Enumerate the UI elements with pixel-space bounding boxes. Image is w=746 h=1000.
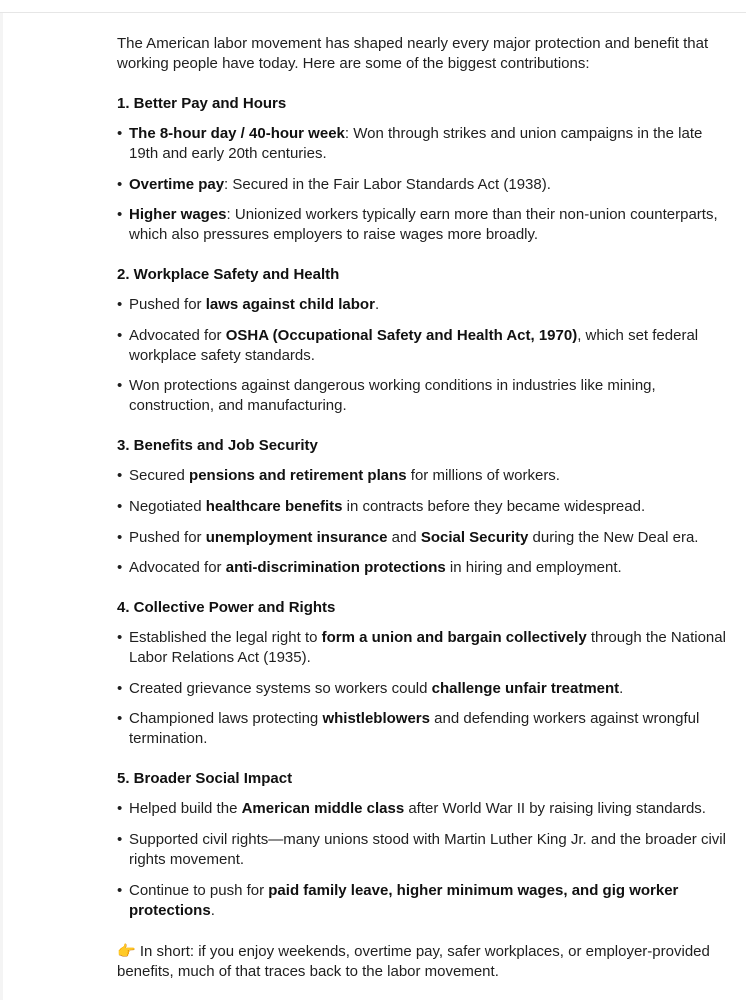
bold-text: The 8-hour day / 40-hour week <box>129 125 345 142</box>
item-text: and defending workers against wrongful termination. <box>129 710 700 748</box>
list-item <box>117 528 729 548</box>
item-text: : Unionized workers typically earn more than their non-union counterparts, which also pressures employers to raise wages more broadly. <box>129 206 718 244</box>
list-item <box>117 466 729 486</box>
item-text: Continue to push for <box>129 881 269 899</box>
item-text: Helped build the <box>129 800 242 818</box>
list-item <box>117 497 729 517</box>
section-heading: 1. Better Pay and Hours <box>117 95 287 112</box>
item-text: Supported civil rights—many unions stood with Martin Luther King Jr. and the broader civil rights movement. <box>129 830 726 868</box>
list-item <box>117 295 729 315</box>
item-text: Secured <box>129 467 190 485</box>
bold-text: anti-discrimination protections <box>225 559 446 577</box>
bold-text: unemployment insurance <box>205 528 388 546</box>
bold-text: Overtime pay <box>129 175 225 193</box>
bold-text: laws against child labor <box>205 296 375 314</box>
list-item <box>117 558 729 578</box>
list-item <box>117 628 729 668</box>
list-item <box>117 709 729 749</box>
list-item <box>117 799 729 819</box>
list-item <box>117 205 729 245</box>
item-text: , which set federal workplace safety standards. <box>129 326 699 364</box>
bold-text: OSHA (Occupational Safety and Health Act, 1970) <box>225 326 578 344</box>
sections-container <box>117 94 729 921</box>
item-text: for millions of workers. <box>406 467 560 485</box>
bullet-list <box>117 799 729 920</box>
bold-text: whistleblowers <box>322 710 430 728</box>
bold-text: Social Security <box>420 528 529 546</box>
list-item <box>117 881 729 921</box>
section <box>117 598 729 749</box>
section <box>117 436 729 578</box>
bullet-list <box>117 295 729 416</box>
item-text: : Secured in the Fair Labor Standards Act (1938). <box>224 175 551 193</box>
list-item <box>117 175 729 195</box>
pointing-hand-icon: 👉 <box>117 941 136 960</box>
item-text: Pushed for <box>129 296 206 314</box>
item-text: Created grievance systems so workers could <box>129 679 432 697</box>
item-text: Negotiated <box>129 497 206 515</box>
list-item <box>117 830 729 870</box>
item-text: . <box>210 901 215 919</box>
item-text: in contracts before they became widespread. <box>342 497 646 515</box>
section <box>117 769 729 920</box>
bold-text: challenge unfair treatment <box>431 679 620 697</box>
list-item <box>117 679 729 699</box>
bold-text: American middle class <box>241 800 405 818</box>
bold-text: Higher wages <box>129 206 227 224</box>
bullet-list <box>117 124 729 245</box>
item-text: Advocated for <box>129 326 226 344</box>
intro-paragraph: The American labor movement has shaped nearly every major protection and benefit that working people have today. Here are some of the biggest contributions: <box>117 35 709 72</box>
item-text: . <box>374 296 380 314</box>
section <box>117 94 729 245</box>
section-heading: 5. Broader Social Impact <box>117 770 293 788</box>
bold-text: healthcare benefits <box>205 497 343 515</box>
bold-text: pensions and retirement plans <box>189 467 407 485</box>
item-text: Championed laws protecting <box>129 710 323 728</box>
bold-text: form a union and bargain collectively <box>321 629 587 647</box>
bullet-list <box>117 466 729 578</box>
item-text: Pushed for <box>129 528 206 546</box>
list-item <box>117 376 729 416</box>
section <box>117 265 729 416</box>
item-text: Advocated for <box>129 559 226 577</box>
list-item <box>117 124 729 164</box>
bullet-list <box>117 628 729 749</box>
item-text: through the National Labor Relations Act (1935). <box>129 629 726 667</box>
item-text: . <box>619 679 624 697</box>
section-heading: 2. Workplace Safety and Health <box>117 266 340 284</box>
section-heading: 4. Collective Power and Rights <box>117 599 336 617</box>
item-text: : Won through strikes and union campaigns in the late 19th and early 20th centuries. <box>129 125 703 162</box>
top-divider <box>0 12 746 13</box>
item-text: in hiring and employment. <box>445 559 622 577</box>
left-edge <box>0 13 3 1000</box>
item-text: after World War II by raising living standards. <box>404 800 706 818</box>
item-text: Established the legal right to <box>129 629 322 647</box>
item-text: during the New Deal era. <box>528 528 699 546</box>
item-text: and <box>387 528 421 546</box>
list-item <box>117 326 729 366</box>
bold-text: paid family leave, higher minimum wages, and gig worker protections <box>129 881 679 919</box>
section-heading: 3. Benefits and Job Security <box>117 437 318 455</box>
item-text: Won protections against dangerous working conditions in industries like mining, construction, and manufacturing. <box>129 377 656 415</box>
summary-paragraph <box>117 941 729 982</box>
summary-text: In short: if you enjoy weekends, overtime pay, safer workplaces, or employer-provided benefits, much of that traces back to the labor movement. <box>117 942 710 980</box>
message-content <box>117 34 729 982</box>
